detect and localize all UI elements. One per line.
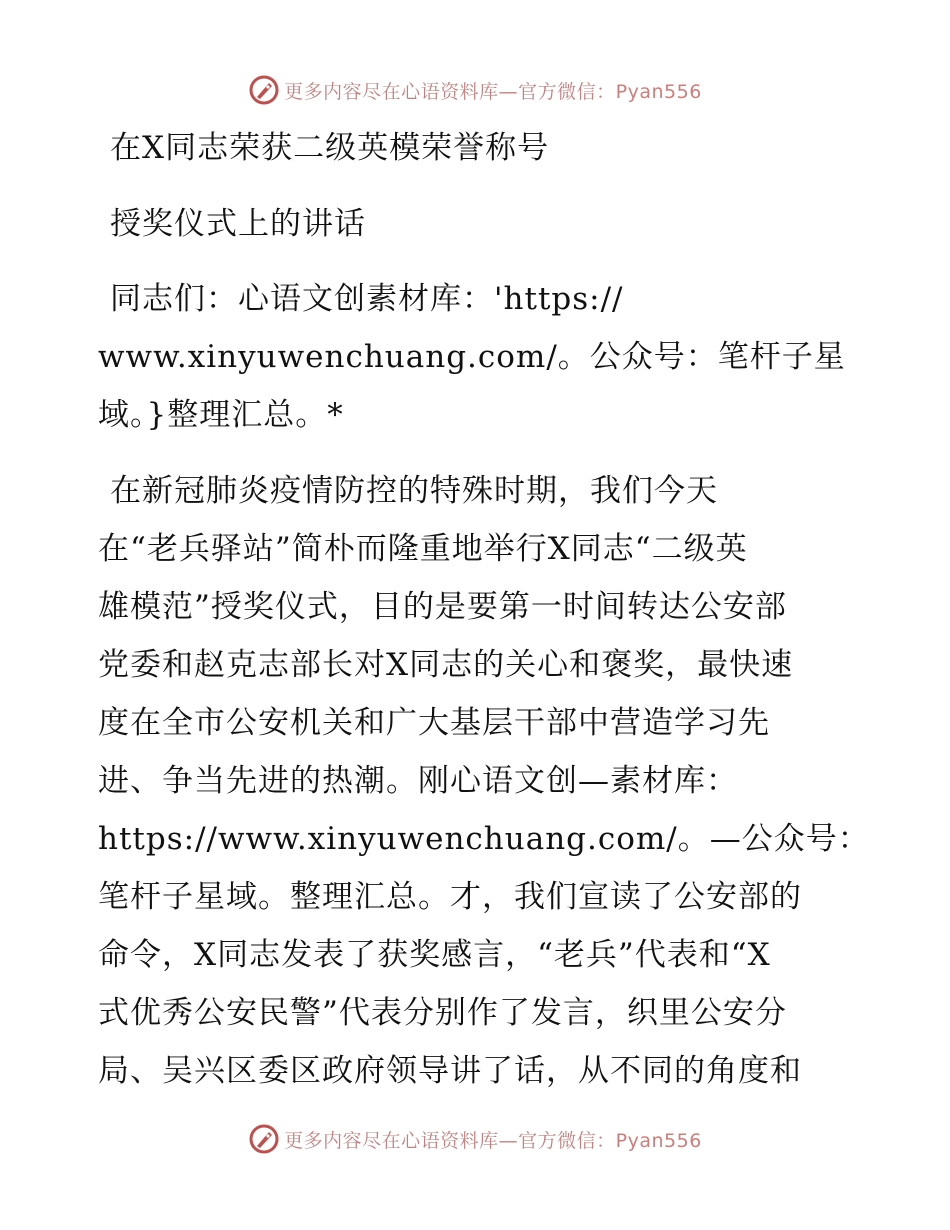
paragraph-line: https://www.xinyuwenchuang.com/。—公众号： — [98, 821, 870, 857]
header-banner — [0, 72, 950, 108]
document-title-line-2: 授奖仪式上的讲话 — [110, 206, 366, 242]
paragraph-line: 在新冠肺炎疫情防控的特殊时期，我们今天 — [110, 473, 718, 509]
paragraph-line: 域。}整理汇总。* — [98, 397, 344, 433]
banner-text: 更多内容尽在心语资料库—官方微信：Pyan556 — [284, 80, 702, 103]
paragraph-line: 式优秀公安民警”代表分别作了发言，织里公安分 — [98, 995, 787, 1031]
pen-nib-logo-icon — [248, 74, 280, 106]
paragraph-line: 命令，X同志发表了获奖感言，“老兵”代表和“X — [98, 937, 771, 973]
paragraph-line: 同志们：心语文创素材库：'https:// — [110, 281, 624, 317]
paragraph-line: 笔杆子星域。整理汇总。才，我们宣读了公安部的 — [98, 879, 802, 915]
paragraph-line: 进、争当先进的热潮。刚心语文创—素材库： — [98, 763, 738, 799]
pen-nib-logo-icon — [248, 1123, 280, 1155]
banner-handle: Pyan556 — [615, 80, 702, 103]
paragraph-line: 局、吴兴区委区政府领导讲了话，从不同的角度和 — [98, 1053, 802, 1089]
document-body — [98, 118, 870, 1100]
banner-text: 更多内容尽在心语资料库—官方微信：Pyan556 — [284, 1129, 702, 1152]
footer-banner — [0, 1121, 950, 1157]
banner-handle: Pyan556 — [615, 1129, 702, 1152]
paragraph-line: 雄模范”授奖仪式，目的是要第一时间转达公安部 — [98, 589, 787, 625]
paragraph-line: 度在全市公安机关和广大基层干部中营造学习先 — [98, 705, 770, 741]
paragraph-line: www.xinyuwenchuang.com/。公众号：笔杆子星 — [98, 339, 846, 375]
paragraph-line: 在“老兵驿站”简朴而隆重地举行X同志“二级英 — [98, 531, 748, 567]
document-title-line-1: 在X同志荣获二级英模荣誉称号 — [110, 130, 550, 166]
paragraph-line: 党委和赵克志部长对X同志的关心和褒奖，最快速 — [98, 647, 794, 683]
